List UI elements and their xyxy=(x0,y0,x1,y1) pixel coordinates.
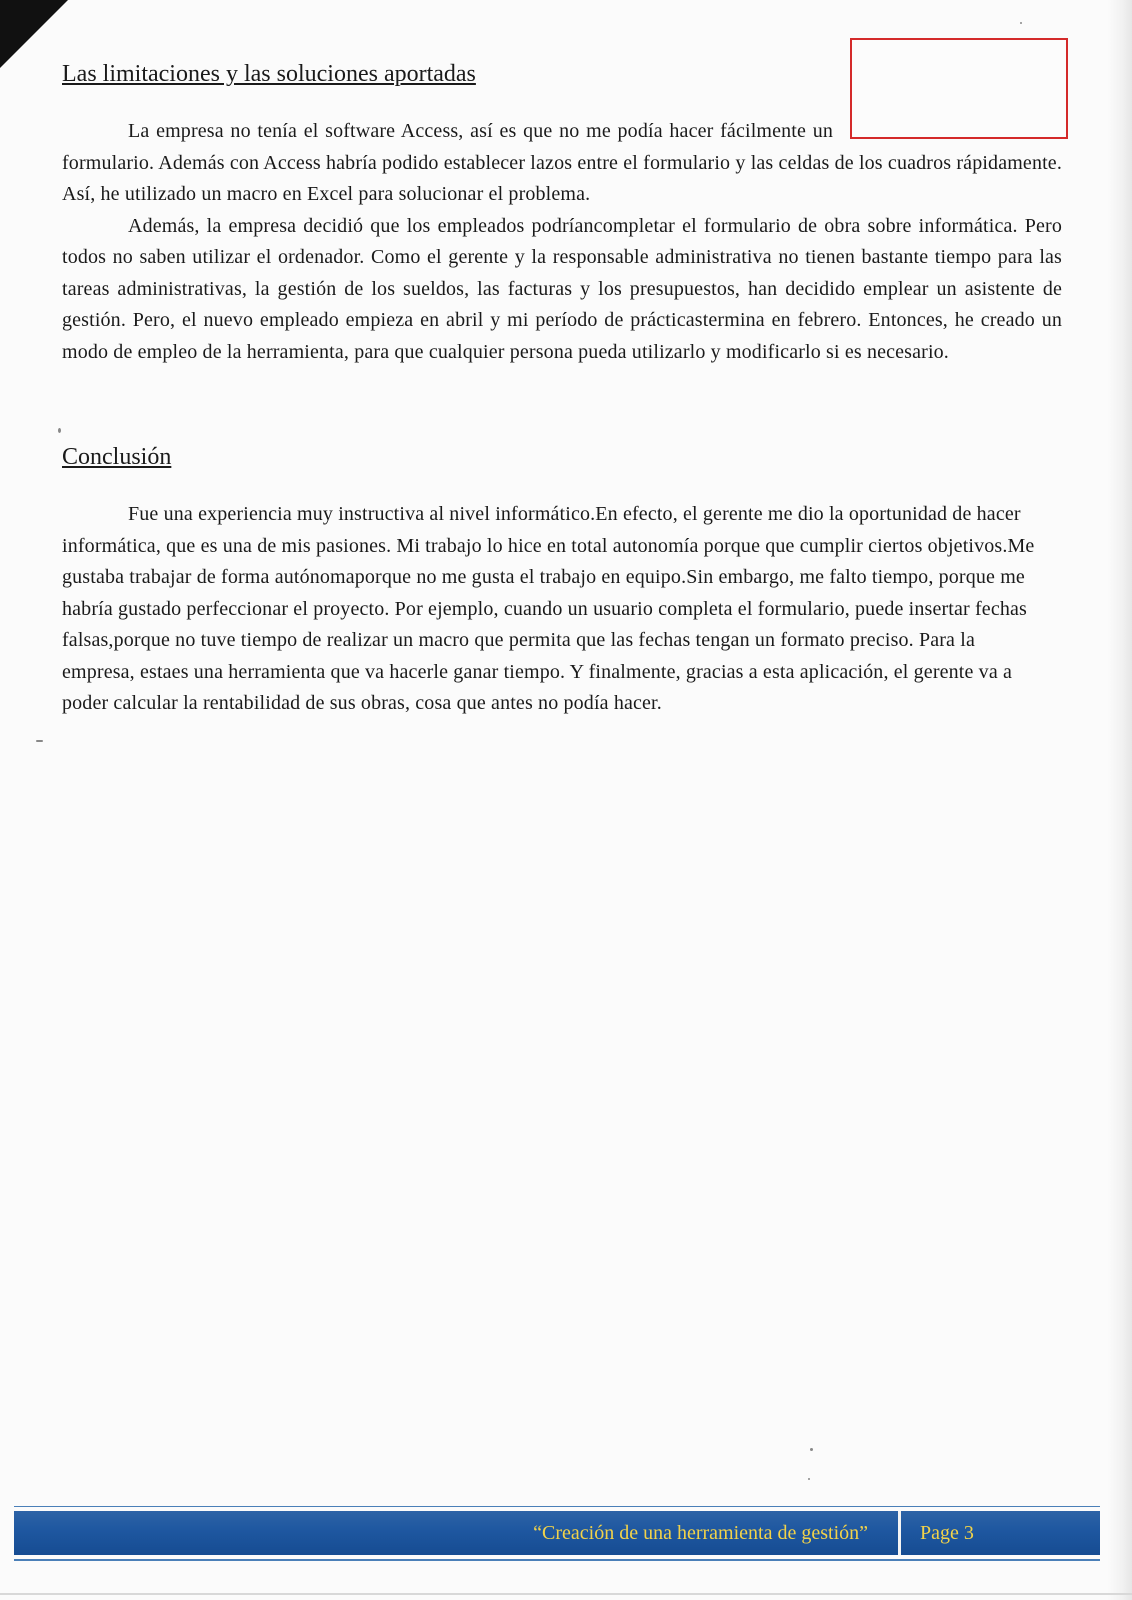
footer-document-title: “Creación de una herramienta de gestión” xyxy=(533,1522,868,1544)
page-edge-shadow xyxy=(1108,0,1132,1600)
section-heading-limitaciones: Las limitaciones y las soluciones aportadas xyxy=(62,61,476,87)
paragraph-conclusion: Fue una experiencia muy instructiva al nivel informático.En efecto, el gerente me dio la oportunidad de hacer informática, que es una de mis pasiones. Mi trabajo lo hice en total autonomía porque que cumplir ciertos objetivos.Me gustaba trabajar de forma autónomaporque no me gusta el trabajo en equipo.Sin embargo, me falto tiempo, porque me habría gustado perfeccionar el proyecto. Por ejemplo, cuando un usuario completa el formulario, puede insertar fechas falsas,porque no tuve tiempo de realizar un macro que permita que las fechas tengan un formato preciso. Para la empresa, estaes una herramienta que va hacerle ganar tiempo. Y finalmente, gracias a esta aplicación, el gerente va a poder calcular la rentabilidad de sus obras, cosa que antes no podía hacer. xyxy=(62,503,1035,714)
paragraph-limitaciones-1: La empresa no tenía el software Access, así es que no me podía hacer fácilmente un formulario. Además con Access habría podido establecer lazos entre el formulario y las celdas de los cuadros rápidamente. Así, he utilizado un macro en Excel para solucionar el problema. xyxy=(62,120,1062,205)
footer-band xyxy=(14,1511,1100,1555)
footer-top-rule xyxy=(14,1506,1100,1507)
footer-page-number: Page 3 xyxy=(920,1522,974,1544)
document-body xyxy=(62,58,1062,720)
page-bottom-edge xyxy=(0,1593,1132,1595)
scan-speck xyxy=(808,1478,810,1480)
footer-divider xyxy=(898,1511,901,1555)
page-footer xyxy=(14,1506,1100,1561)
paragraph-limitaciones-2: Además, la empresa decidió que los empleados podríancompletar el formulario de obra sobre informática. Pero todos no saben utilizar el ordenador. Como el gerente y la responsable administrativa no tienen bastante tiempo para las tareas administrativas, la gestión de los sueldos, las facturas y los presupuestos, han decidido emplear un asistente de gestión. Pero, el nuevo empleado empieza en abril y mi período de prácticastermina en febrero. Entonces, he creado un modo de empleo de la herramienta, para que cualquier persona pueda utilizarlo y modificarlo si es necesario. xyxy=(62,214,1062,363)
scan-speck xyxy=(58,428,61,433)
redaction-space xyxy=(833,89,1063,147)
section-heading-conclusion: Conclusión xyxy=(62,444,172,470)
scan-speck xyxy=(36,740,43,742)
scan-corner-shadow xyxy=(0,0,68,68)
scan-speck xyxy=(810,1448,813,1451)
scan-speck xyxy=(1020,22,1022,24)
footer-bottom-rule xyxy=(14,1559,1100,1561)
